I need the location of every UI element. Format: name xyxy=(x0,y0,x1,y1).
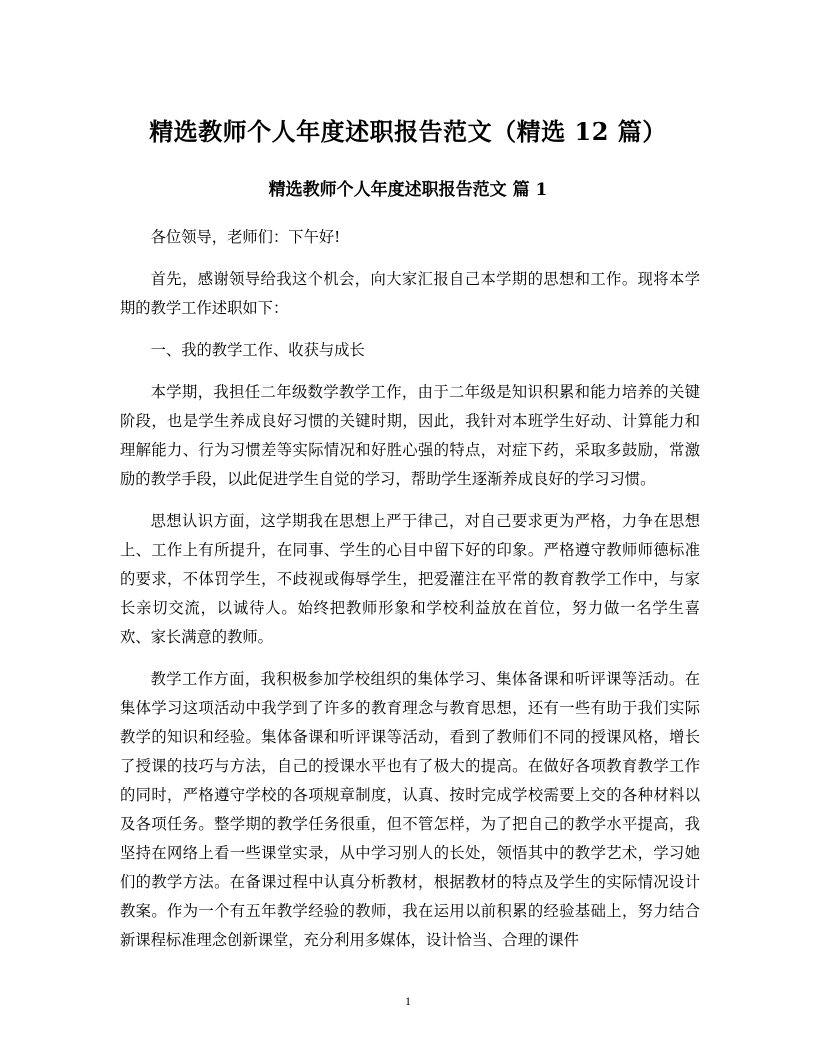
document-body xyxy=(120,223,700,968)
section-title: 精选教师个人年度述职报告范文 篇 1 xyxy=(268,180,548,200)
paragraph-greeting: 各位领导，老师们：下午好! xyxy=(150,228,341,246)
paragraph-heading-1: 一、我的教学工作、收获与成长 xyxy=(150,341,365,359)
paragraph-teaching-work: 本学期，我担任二年级数学教学工作，由于二年级是知识积累和能力培养的关键阶段，也是学生养成良好习惯的关键时期，因此，我针对本班学生好动、计算能力和理解能力、行为习惯差等实际情况和好胜心强的特点，对症下药，采取多鼓励，常激励的教学手段，以此促进学生自觉的学习，帮助学生逐渐养成良好的学习习惯。 xyxy=(120,383,700,488)
document-title: 精选教师个人年度述职报告范文（精选 12 篇） xyxy=(149,117,667,146)
page-number: 1 xyxy=(405,994,411,1008)
paragraph-ideology: 思想认识方面，这学期我在思想上严于律己，对自己要求更为严格，力争在思想上、工作上有所提升，在同事、学生的心目中留下好的印象。严格遵守教师师德标准的要求，不体罚学生，不歧视或侮辱学生，把爱灌注在平常的教育教学工作中，与家长亲切交流，以诚待人。始终把教师形象和学校利益放在首位，努力做一名学生喜欢、家长满意的教师。 xyxy=(120,512,700,646)
paragraph-teaching-activities: 教学工作方面，我积极参加学校组织的集体学习、集体备课和听评课等活动。在集体学习这项活动中我学到了许多的教育理念与教育思想，还有一些有助于我们实际教学的知识和经验。集体备课和听评课等活动，看到了教师们不同的授课风格，增长了授课的技巧与方法，自己的授课水平也有了极大的提高。在做好各项教育教学工作的同时，严格遵守学校的各项规章制度，认真、按时完成学校需要上交的各种材料以及各项任务。整学期的教学任务很重，但不管怎样，为了把自己的教学水平提高，我坚持在网络上看一些课堂实录，从中学习别人的长处，领悟其中的教学艺术，学习她们的教学方法。在备课过程中认真分析教材，根据教材的特点及学生的实际情况设计教案。作为一个有五年教学经验的教师，我在运用以前积累的经验基础上，努力结合新课程标准理念创新课堂，充分利用多媒体，设计恰当、合理的课件 xyxy=(120,670,700,949)
paragraph-intro: 首先，感谢领导给我这个机会，向大家汇报自己本学期的思想和工作。现将本学期的教学工作述职如下： xyxy=(120,270,700,317)
